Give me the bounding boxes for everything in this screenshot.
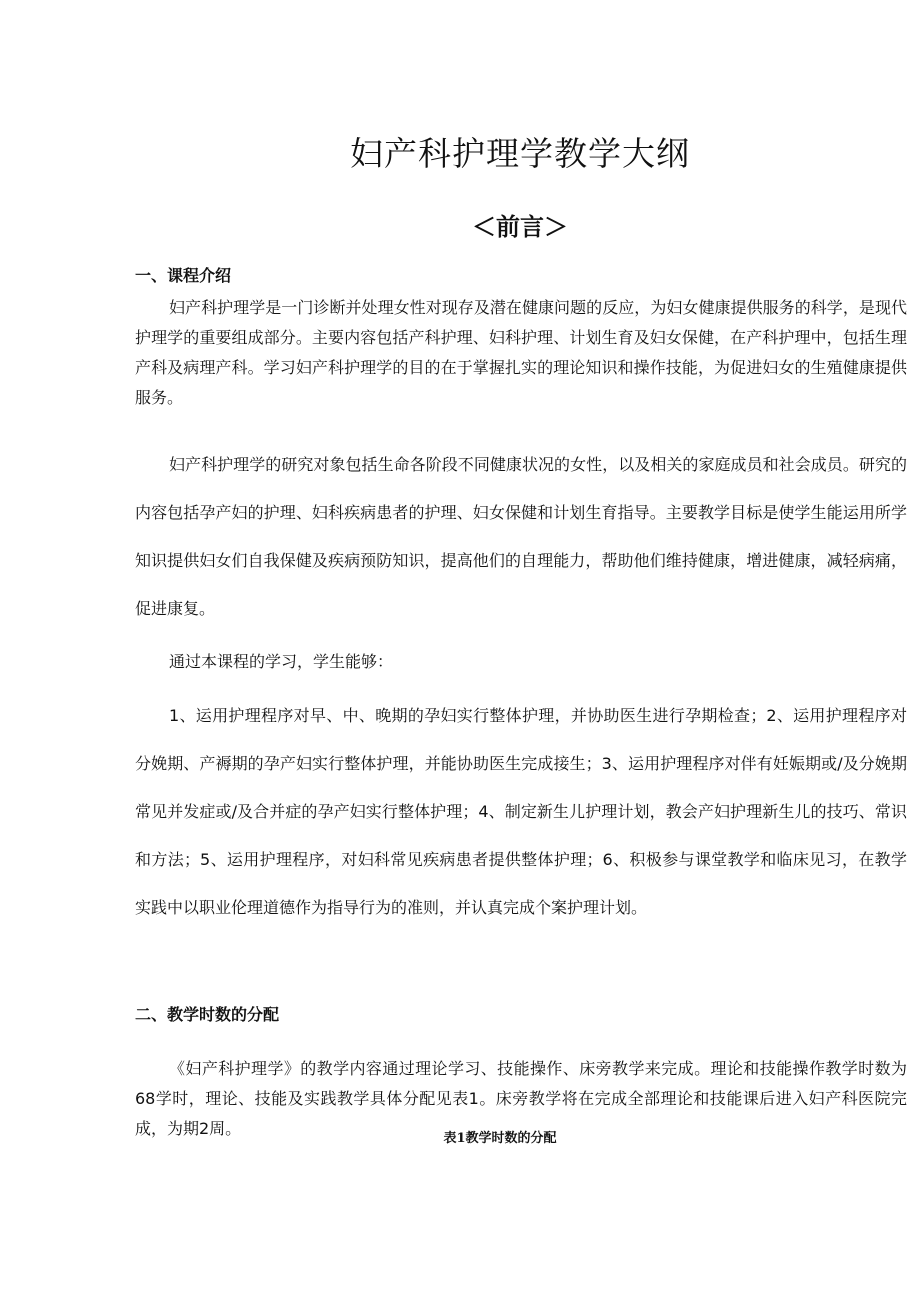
paragraph-learning-intro: 通过本课程的学习，学生能够： bbox=[169, 652, 394, 671]
section-heading-hours-distribution: 二、教学时数的分配 bbox=[135, 1005, 280, 1024]
paragraph-course-definition: 妇产科护理学是一门诊断并处理女性对现存及潜在健康问题的反应，为妇女健康提供服务的科学，是现代护理学的重要组成部分。主要内容包括产科护理、妇科护理、计划生育及妇女保健，在产科护理中，包括生理产科及病理产科。学习妇产科护理学的目的在于掌握扎实的理论知识和操作技能，为促进妇女的生殖健康提供服务。 bbox=[135, 298, 907, 407]
document-subtitle: ＜前言＞ bbox=[472, 213, 568, 241]
paragraph-hours-distribution: 《妇产科护理学》的教学内容通过理论学习、技能操作、床旁教学来完成。理论和技能操作教学时数为68学时，理论、技能及实践教学具体分配见表1。床旁教学将在完成全部理论和技能课后进入妇产科医院完成，为期2周。 bbox=[135, 1059, 907, 1138]
table-caption: 表1教学时数的分配 bbox=[443, 1131, 557, 1146]
paragraph-research-objects: 妇产科护理学的研究对象包括生命各阶段不同健康状况的女性，以及相关的家庭成员和社会成员。研究的内容包括孕产妇的护理、妇科疾病患者的护理、妇女保健和计划生育指导。主要教学目标是使学生能运用所学知识提供妇女们自我保健及疾病预防知识，提高他们的自理能力，帮助他们维持健康，增进健康，减轻病痛，促进康复。 bbox=[135, 455, 907, 618]
document-title: 妇产科护理学教学大纲 bbox=[350, 134, 690, 173]
section-heading-course-intro: 一、课程介绍 bbox=[135, 266, 232, 285]
paragraph-learning-objectives: 1、运用护理程序对早、中、晚期的孕妇实行整体护理，并协助医生进行孕期检查；2、运用护理程序对分娩期、产褥期的孕产妇实行整体护理，并能协助医生完成接生；3、运用护理程序对伴有妊娠期或/及分娩期常见并发症或/及合并症的孕产妇实行整体护理；4、制定新生儿护理计划，教会产妇护理新生儿的技巧、常识和方法；5、运用护理程序，对妇科常见疾病患者提供整体护理；6、积极参与课堂教学和临床见习，在教学实践中以职业伦理道德作为指导行为的准则，并认真完成个案护理计划。 bbox=[135, 706, 907, 917]
